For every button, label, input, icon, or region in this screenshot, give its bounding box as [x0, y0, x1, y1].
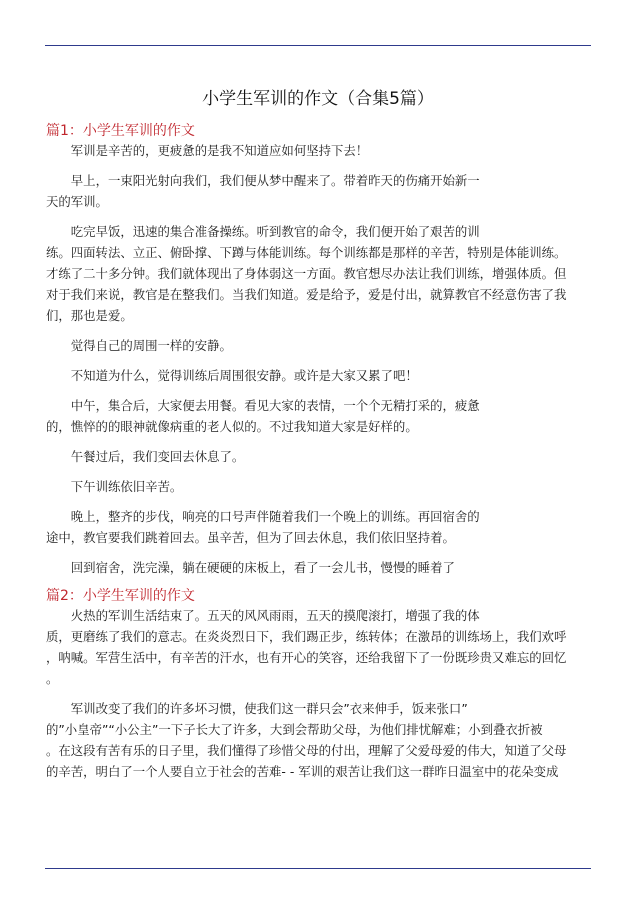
text-line: 下午训练依旧辛苦。: [70, 479, 183, 494]
footer-rule: [45, 868, 591, 869]
text-line: 觉得自己的周围一样的安静。: [70, 338, 232, 353]
paragraph: [46, 605, 594, 689]
paragraph: [46, 365, 594, 386]
paragraph: [46, 395, 594, 437]
section-heading: 篇2：小学生军训的作文: [46, 588, 195, 604]
text-line: 途中，教官要我们跳着回去。虽辛苦，但为了回去休息，我们依旧坚持着。: [46, 530, 455, 545]
text-line: ，呐喊。军营生活中，有辛苦的汗水，也有开心的笑容，还给我留下了一份既珍贵又难忘的回忆: [46, 650, 567, 665]
text-line: 们，那也是爱。: [46, 308, 133, 323]
text-line: 吃完早饭，迅速的集合准备操练。听到教官的命令，我们便开始了艰苦的训: [70, 224, 480, 239]
text-line: 练。四面转法、立正、俯卧撑、下蹲与体能训练。每个训练都是那样的辛苦，特别是体能训练。: [46, 245, 567, 260]
header-rule: [45, 45, 591, 46]
text-line: 。在这段有苦有乐的日子里，我们懂得了珍惜父母的付出，理解了父爱母爱的伟大，知道了父母: [46, 743, 567, 758]
text-line: 的”小皇帝”“小公主”一下子长大了许多，大到会帮助父母，为他们排忧解难；小到叠衣折被: [46, 722, 543, 737]
text-line: 军训是辛苦的，更疲惫的是我不知道应如何坚持下去！: [70, 143, 369, 158]
article-body: [46, 122, 594, 791]
text-line: 早上，一束阳光射向我们，我们便从梦中醒来了。带着昨天的伤痛开始新一: [70, 173, 480, 188]
text-line: 。: [46, 671, 59, 686]
text-line: 质，更磨练了我们的意志。在炎炎烈日下，我们踢正步，练转体；在激昂的训练场上，我们欢呼: [46, 629, 567, 644]
text-line: 不知道为什么，觉得训练后周围很安静。或许是大家又累了吧！: [70, 368, 418, 383]
paragraph: [46, 698, 594, 782]
text-line: 天的军训。: [46, 194, 108, 209]
paragraph: [46, 221, 594, 326]
text-line: 的，憔悴的的眼神就像病重的老人似的。不过我知道大家是好样的。: [46, 419, 418, 434]
paragraph: [46, 335, 594, 356]
paragraph: [46, 476, 594, 497]
text-line: 对于我们来说，教官是在整我们。当我们知道。爱是给予，爱是付出，就算教官不经意伤害了我: [46, 287, 567, 302]
text-line: 中午，集合后，大家便去用餐。看见大家的表情，一个个无精打采的，疲惫: [70, 398, 480, 413]
paragraph: [46, 140, 594, 161]
paragraph: [46, 170, 594, 212]
text-line: 军训改变了我们的许多坏习惯，使我们这一群只会”衣来伸手，饭来张口”: [70, 701, 468, 716]
text-line: 回到宿舍，洗完澡，躺在硬硬的床板上，看了一会儿书，慢慢的睡着了: [70, 560, 455, 575]
text-line: 的辛苦，明白了一个人要自立于社会的苦难- - 军训的艰苦让我们这一群昨日温室中的花朵变成: [46, 764, 559, 779]
text-line: 才练了二十多分钟。我们就体现出了身体弱这一方面。教官想尽办法让我们训练，增强体质。但: [46, 266, 567, 281]
paragraph: [46, 557, 594, 578]
text-line: 火热的军训生活结束了。五天的风风雨雨，五天的摸爬滚打，增强了我的体: [70, 608, 480, 623]
paragraph: [46, 506, 594, 548]
paragraph: [46, 446, 594, 467]
section-heading: 篇1：小学生军训的作文: [46, 123, 195, 139]
page-title: 小学生军训的作文（合集5篇）: [202, 89, 434, 109]
text-line: 午餐过后，我们变回去休息了。: [70, 449, 245, 464]
text-line: 晚上，整齐的步伐，响亮的口号声伴随着我们一个晚上的训练。再回宿舍的: [70, 509, 480, 524]
